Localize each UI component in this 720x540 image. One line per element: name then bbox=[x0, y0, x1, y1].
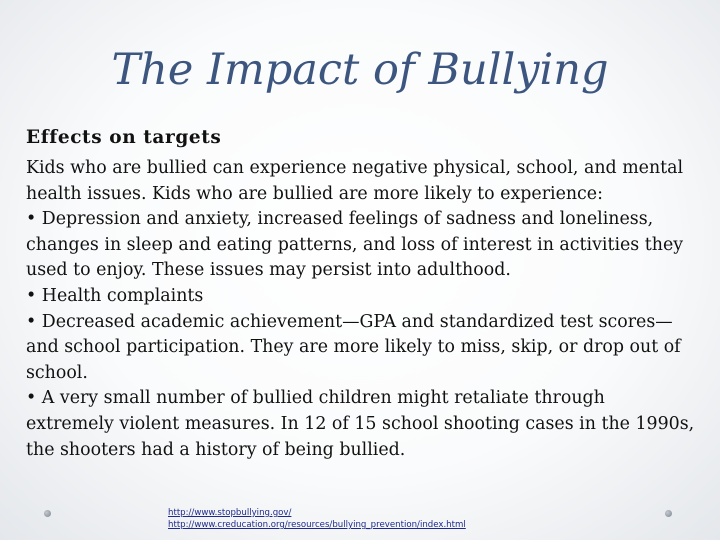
source-links bbox=[168, 507, 466, 531]
decorative-dot-right bbox=[665, 510, 672, 517]
bullet-academic: • Decreased academic achievement—GPA and standardized test scores—and school participation. They are more likely to miss, skip, or drop out of school. bbox=[26, 311, 681, 383]
intro-paragraph: Kids who are bullied can experience negative physical, school, and mental health issues. Kids who are bullied are more likely to experience: bbox=[26, 158, 684, 204]
section-heading: Effects on targets bbox=[26, 127, 222, 148]
bullet-retaliation: • A very small number of bullied children might retaliate through extremely violent measures. In 12 of 15 school shooting cases in the 1990s, the shooters had a history of being bullied. bbox=[26, 388, 695, 460]
bullet-depression: • Depression and anxiety, increased feelings of sadness and loneliness, changes in sleep and eating patterns, and loss of interest in activities they used to enjoy. These issues may persist into adulthood. bbox=[26, 209, 684, 281]
link-stopbullying[interactable]: http://www.stopbullying.gov/ bbox=[168, 508, 292, 518]
slide-title: The Impact of Bullying bbox=[111, 45, 609, 95]
link-creducation[interactable]: http://www.creducation.org/resources/bullying_prevention/index.html bbox=[168, 520, 466, 530]
slide-body bbox=[26, 124, 698, 463]
decorative-dot-left bbox=[44, 510, 51, 517]
bullet-health: • Health complaints bbox=[26, 285, 204, 306]
